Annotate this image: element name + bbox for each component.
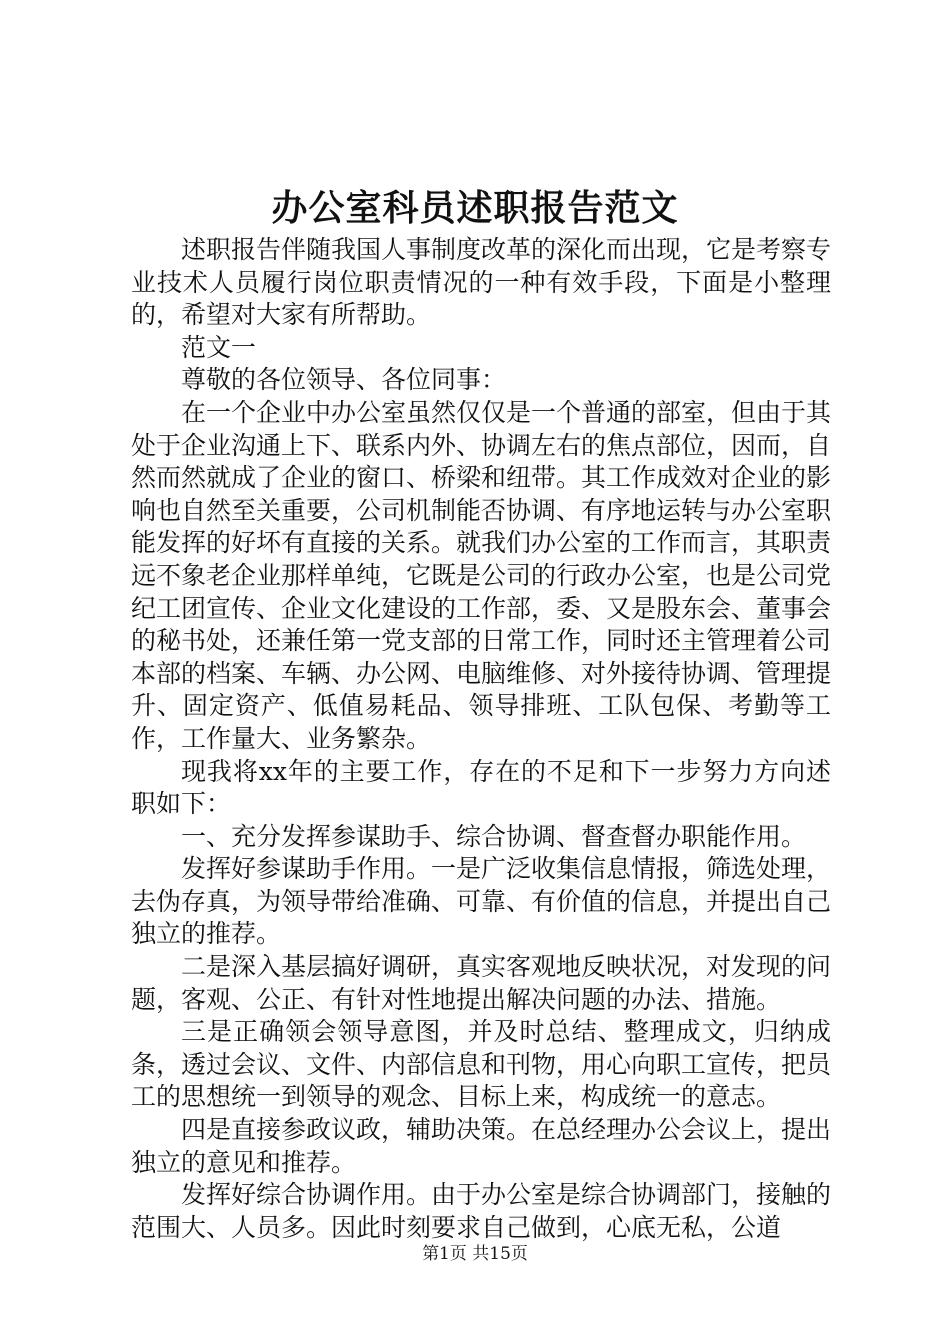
paragraph-point-four: 四是直接参政议政，辅助决策。在总经理办公会议上，提出独立的意见和推荐。 <box>131 1115 832 1177</box>
paragraph-section-label: 范文一 <box>181 332 257 362</box>
document-body <box>131 234 831 1244</box>
paragraph-salutation: 尊敬的各位领导、各位同事： <box>181 365 507 395</box>
paragraph-report-intro: 现我将xx年的主要工作，存在的不足和下一步努力方向述职如下： <box>131 756 831 819</box>
paragraph-point-two: 二是深入基层搞好调研，真实客观地反映状况，对发现的问题，客观、公正、有针对性地提出解决问题的办法、措施。 <box>131 952 832 1014</box>
paragraph-office-overview: 在一个企业中办公室虽然仅仅是一个普通的部室，但由于其处于企业沟通上下、联系内外、协调左右的焦点部位，因而，自然而然就成了企业的窗口、桥梁和纽带。其工作成效对企业的影响也自然至关重要，公司机制能否协调、有序地运转与办公室职能发挥的好坏有直接的关系。就我们办公室的工作而言，其职责远不象老企业那样单纯，它既是公司的行政办公室，也是公司党纪工团宣传、企业文化建设的工作部，委、又是股东会、董事会的秘书处，还兼任第一党支部的日常工作，同时还主管理着公司本部的档案、车辆、办公网、电脑维修、对外接待协调、管理提升、固定资产、低值易耗品、领导排班、工队包保、考勤等工作，工作量大、业务繁杂。 <box>131 397 832 753</box>
paragraph-intro: 述职报告伴随我国人事制度改革的深化而出现，它是考察专业技术人员履行岗位职责情况的一种有效手段，下面是小整理的，希望对大家有所帮助。 <box>131 235 832 330</box>
paragraph-coordination-role: 发挥好综合协调作用。由于办公室是综合协调部门，接触的范围大、人员多。因此时刻要求自己做到，心底无私，公道 <box>131 1180 832 1242</box>
paragraph-advisor-role: 发挥好参谋助手作用。一是广泛收集信息情报，筛选处理，去伪存真，为领导带给准确、可靠、有价值的信息，并提出自己独立的推荐。 <box>131 854 832 949</box>
page-number-footer: 第1页 共15页 <box>422 1244 528 1264</box>
paragraph-point-three: 三是正确领会领导意图，并及时总结、整理成文，归纳成条，透过会议、文件、内部信息和刊物，用心向职工宣传，把员工的思想统一到领导的观念、目标上来，构成统一的意志。 <box>131 1017 832 1112</box>
document-title: 办公室科员述职报告范文 <box>271 187 679 229</box>
paragraph-heading-one: 一、充分发挥参谋助手、综合协调、督查督办职能作用。 <box>181 821 807 851</box>
